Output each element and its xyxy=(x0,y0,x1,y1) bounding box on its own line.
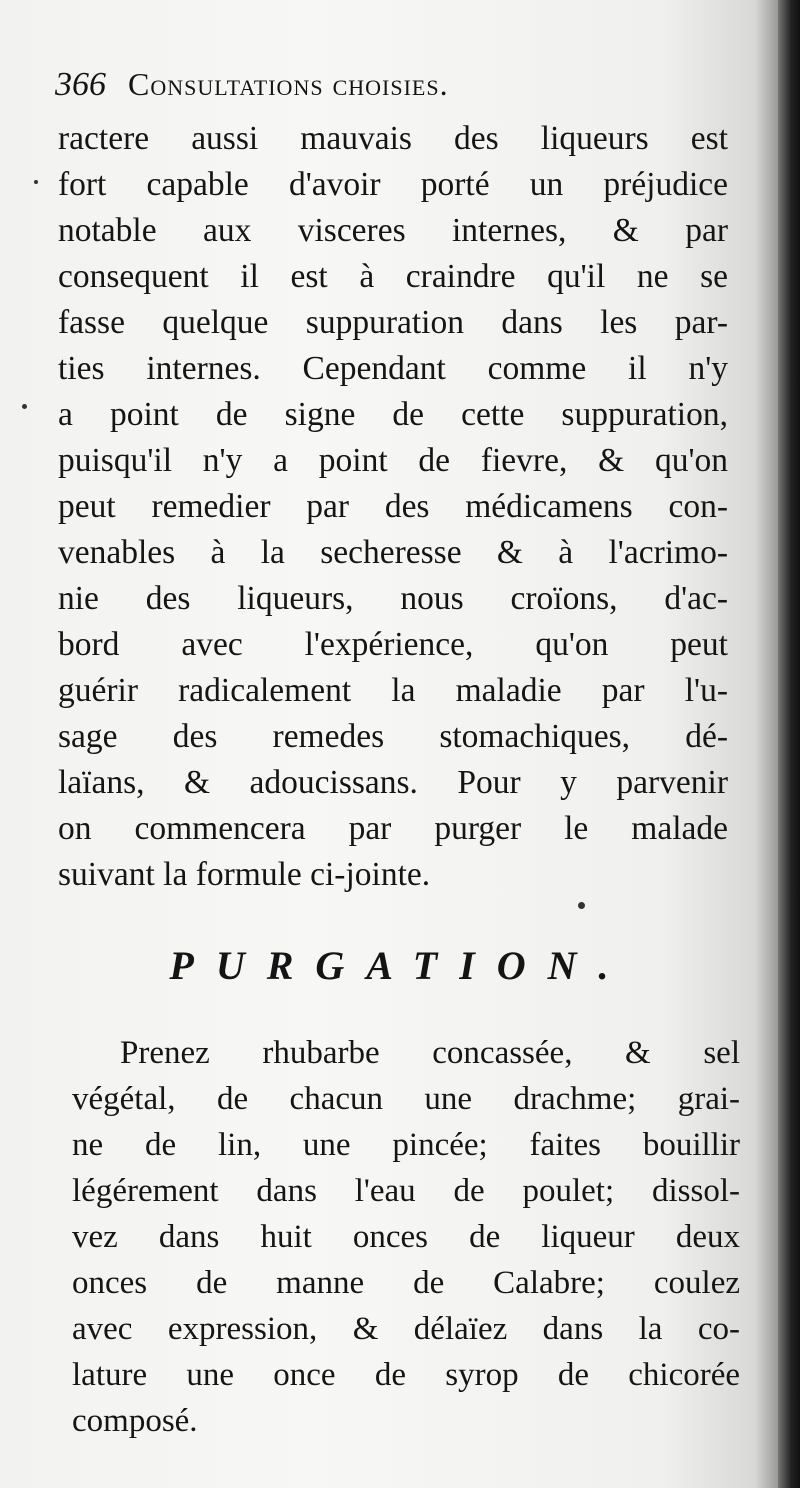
text-line: fasse quelque suppuration dans les par- xyxy=(58,304,728,341)
recipe-paragraph xyxy=(72,1030,740,1444)
running-head xyxy=(55,66,755,116)
recipe-line: lature une once de syrop de chicorée xyxy=(72,1357,740,1393)
recipe-line: onces de manne de Calabre; coulez xyxy=(72,1265,740,1301)
recipe-line: composé. xyxy=(72,1403,198,1439)
text-line: puisqu'il n'y a point de fievre, & qu'on xyxy=(58,442,728,479)
running-title: Consultations choisies. xyxy=(128,66,449,102)
binding-gutter xyxy=(778,0,800,1488)
text-line: laïans, & adoucissans. Pour y parvenir xyxy=(58,764,728,801)
ink-speck xyxy=(578,902,585,909)
text-line: guérir radicalement la maladie par l'u- xyxy=(58,672,728,709)
recipe-line: avec expression, & délaïez dans la co- xyxy=(72,1311,740,1347)
text-line: sage des remedes stomachiques, dé- xyxy=(58,718,728,755)
recipe-line: légérement dans l'eau de poulet; dissol- xyxy=(72,1173,740,1209)
text-line: ties internes. Cependant comme il n'y xyxy=(58,350,728,387)
text-line: peut remedier par des médicamens con- xyxy=(58,488,728,525)
text-line: fort capable d'avoir porté un préjudice xyxy=(58,166,728,203)
text-line: venables à la secheresse & à l'acrimo- xyxy=(58,534,728,571)
text-line: on commencera par purger le malade xyxy=(58,810,728,847)
body-paragraph xyxy=(58,116,728,898)
recipe-line: végétal, de chacun une drachme; grai- xyxy=(72,1081,740,1117)
text-line: a point de signe de cette suppuration, xyxy=(58,396,728,433)
text-line: suivant la formule ci-jointe. xyxy=(58,856,431,893)
ink-speck xyxy=(34,180,38,184)
section-heading: PURGATION. xyxy=(169,943,631,988)
text-line: notable aux visceres internes, & par xyxy=(58,212,728,249)
text-line: bord avec l'expérience, qu'on peut xyxy=(58,626,728,663)
recipe-line: vez dans huit onces de liqueur deux xyxy=(72,1219,740,1255)
text-line: nie des liqueurs, nous croïons, d'ac- xyxy=(58,580,728,617)
ink-speck xyxy=(22,404,27,409)
page-number: 366 xyxy=(55,66,106,103)
text-line: ractere aussi mauvais des liqueurs est xyxy=(58,120,728,157)
recipe-line: ne de lin, une pincée; faites bouillir xyxy=(72,1127,740,1163)
text-line: consequent il est à craindre qu'il ne se xyxy=(58,258,728,295)
recipe-line: Prenez rhubarbe concassée, & sel xyxy=(120,1035,740,1071)
